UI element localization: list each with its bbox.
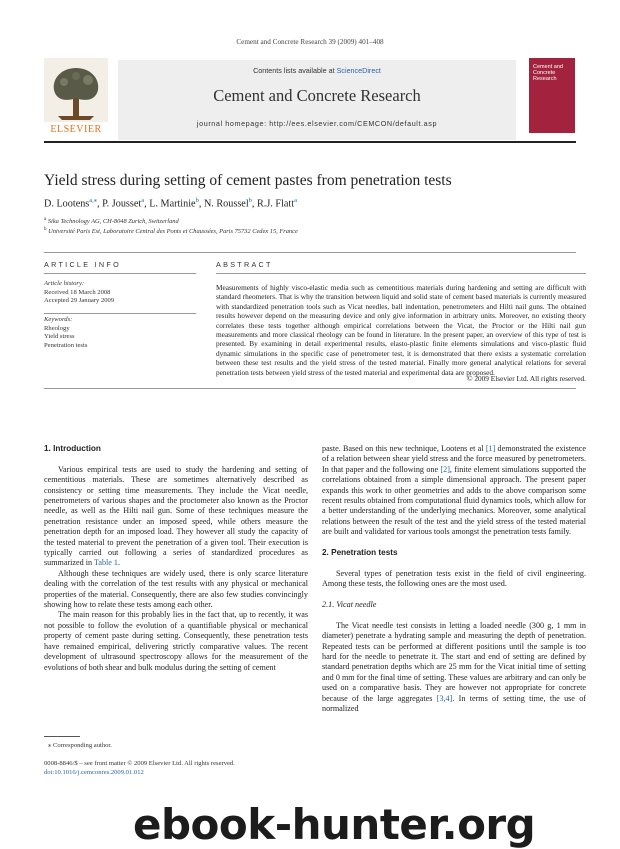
doi-link[interactable]: doi:10.1016/j.cemconres.2009.01.012 (44, 769, 144, 776)
paragraph-text: . In terms of setting time, the use of normalized (322, 693, 586, 714)
abstract-sub-rule (216, 273, 586, 274)
elsevier-wordmark: ELSEVIER (50, 124, 102, 135)
author: R.J. Flatt (257, 198, 295, 210)
section-heading-penetration-tests: 2. Penetration tests (322, 548, 398, 558)
journal-homepage[interactable]: journal homepage: http://ees.elsevier.com/CEMCON/default.asp (196, 119, 438, 128)
paragraph: Although these techniques are widely used, there is only scarce literature dealing with the correlation of the test results with any physical or mechanical properties of the material. Consequently, there are also few studies convincingly showing how to relate these tests among each other. (44, 568, 308, 610)
keyword: Penetration tests (44, 341, 88, 349)
author-affil-mark[interactable]: b (248, 197, 252, 204)
issn-line: 0008-8846/$ – see front matter © 2009 Elsevier Ltd. All rights reserved. (44, 760, 235, 767)
info-sub-rule (44, 273, 196, 274)
footnote-rule (44, 736, 80, 737)
author: D. Lootens (44, 198, 90, 210)
author-affil-mark[interactable]: a (294, 197, 297, 204)
reference-link[interactable]: [1] (485, 444, 496, 453)
author-separator: , (97, 198, 103, 210)
article-info-heading: ARTICLE INFO (44, 260, 121, 269)
keywords-label: Keywords: (44, 316, 73, 323)
article-title: Yield stress during setting of cement pastes from penetration tests (44, 172, 452, 189)
accepted-date: Accepted 29 January 2009 (44, 297, 115, 305)
right-column (322, 444, 586, 715)
sciencedirect-link[interactable]: ScienceDirect (336, 66, 381, 75)
paragraph-text: demonstrated the existence of a relation between shear yield stress and the force measured by penetrometers. In that paper and the following one (322, 444, 586, 474)
abstract-heading: ABSTRACT (216, 260, 273, 269)
paragraph (44, 465, 308, 569)
corresponding-author-note: ⁎ Corresponding author. (48, 742, 112, 749)
paragraph-text: The Vicat needle test consists in letting a loaded needle (300 g, 1 mm in diameter) penetrate a hydrating sample and measuring the depth of penetration. Repeated tests can be performed at different positions until the sample is too hard for the needle to penetrate it. The start and end of setting are defined by standard penetration depths which are 25 mm for the Vicat initial time of setting and 0 mm for the final time of setting. These values are arbitrary and can only be used on a comparative basis. They are however not appropriate for concrete because of the large aggregates (322, 620, 586, 703)
affiliation-text: Sika Technology AG, CH-8048 Zurich, Switzerland (47, 218, 179, 226)
contents-prefix: Contents lists available at (253, 66, 337, 75)
history-label: Article history: (44, 280, 85, 287)
journal-cover-thumbnail (529, 58, 575, 133)
author-separator: , (251, 198, 257, 210)
paragraph-text: Various empirical tests are used to study the hardening and setting of cementitious materials. These are sometimes alternatively described as consistency or setting time measurements. They include the Vicat needle, penetrometers of various shapes and the proctometer also known as the Proctor needle, as well as the Hilti nail gun. Some of these techniques measure the penetration resistance under an imposed speed, while others measure the penetration depth for an imposed load. They however all study the capacity of the tested material to prevent the penetration of a given tool. Their execution is typically carried out following a series of standardized procedures as summarized in (44, 464, 308, 568)
author-list (44, 196, 584, 209)
left-column (44, 444, 308, 673)
author-separator: , (198, 198, 204, 210)
info-mid-rule (44, 313, 196, 314)
author-separator: , (144, 198, 150, 210)
paragraph-text: . (117, 558, 121, 568)
affiliation-text: Université Paris Est, Laboratoire Central des Ponts et Chaussées, Paris 75732 Cedex 15, France (48, 228, 298, 236)
affiliation (44, 227, 584, 235)
author: N. Roussel (203, 198, 249, 210)
affiliation (44, 217, 584, 225)
author: P. Jousset (102, 198, 142, 210)
journal-citation: Cement and Concrete Research 39 (2009) 401–408 (236, 38, 384, 46)
paragraph-text: , finite element simulations supported the correlations obtained from a simple dimensional approach. The present paper expands this work to other geometries and adds to the above comparison some recent results obtained from computational fluid dynamics tools, which allow for a better understanding of the underlying mechanics. Moreover, some analytical relations between the result of the test and the yield stress of the tested material are built and validated for various tools amongst the penetration tests family. (322, 464, 586, 537)
keyword: Yield stress (44, 333, 75, 341)
article-history (44, 280, 194, 306)
paragraph (322, 444, 586, 538)
contents-line (118, 66, 516, 75)
abstract-text: Measurements of highly visco-elastic media such as cementitious materials during hardening and setting are difficult with standard rheometers. That is why the transition between liquid and solid state of cement based materials is currently measured with standardized penetration tools such as Vicat needles, ball indentation, penetrometers and Hilti nail guns. The obtained results however depend on the measuring device and only give information in arbitrary units. Moreover, no existing theory correlates these tests together although empirical correlations between the Vicat, the Proctor or the Hilti nail gun measurements and more classical rheology can be found in literature. In the present paper, an overview of this type of test is presented. By examining in detail experimental results, elasto-plastic finite elements simulations and visco-plastic fluid dynamic simulations in the specific case of penetrometer test, it is demonstrated that there exists a systematic correlation between these test results and the yield stress of the tested material. Finally more general analytical relations for several penetration tests between yield stress of the tested material and experimental data are proposed. (216, 283, 586, 377)
journal-title: Cement and Concrete Research (213, 86, 421, 105)
reference-link[interactable]: [2] (440, 464, 450, 474)
cover-title: Cement and Concrete Research (533, 64, 563, 82)
doi-line[interactable] (44, 769, 144, 776)
author: L. Martinie (149, 198, 196, 210)
abstract-bottom-rule (44, 388, 576, 389)
subsection-heading-vicat-needle: 2.1. Vicat needle (322, 600, 377, 610)
received-date: Received 18 March 2008 (44, 288, 111, 296)
table-1-link[interactable]: Table 1 (93, 558, 118, 568)
paragraph: Several types of penetration tests exist in the field of civil engineering. Among these tests, the following ones are the most used. (322, 568, 586, 589)
affiliation-mark: a (44, 217, 47, 222)
author-affil-mark[interactable]: a (141, 197, 145, 204)
abstract-copyright: © 2009 Elsevier Ltd. All rights reserved. (466, 374, 586, 383)
reference-link[interactable]: [3,4] (436, 693, 453, 703)
watermark: ebook-hunter.org (133, 800, 536, 849)
keyword: Rheology (44, 324, 70, 332)
keywords (44, 316, 194, 350)
author-affil-mark[interactable]: a,⁎ (89, 197, 98, 204)
affiliation-mark: b (44, 227, 47, 232)
info-top-rule (44, 252, 576, 253)
paragraph: The main reason for this probably lies in the fact that, up to recently, it was not possible to follow the evolution of a quantifiable physical or mechanical property of cement paste during setting. Consequently, these penetration tests have remained empirical, delivering strictly comparative values. The recent development of ultrasound spectroscopy allows for the measurement of the evolutions of both shear and bulk modulus during the setting of cement (44, 610, 308, 672)
section-heading-introduction: 1. Introduction (44, 444, 101, 453)
paragraph-text: paste. Based on this new technique, Lootens et al (322, 444, 486, 453)
author-affil-mark[interactable]: b (195, 197, 199, 204)
header-divider (44, 141, 576, 143)
paragraph (322, 621, 586, 715)
